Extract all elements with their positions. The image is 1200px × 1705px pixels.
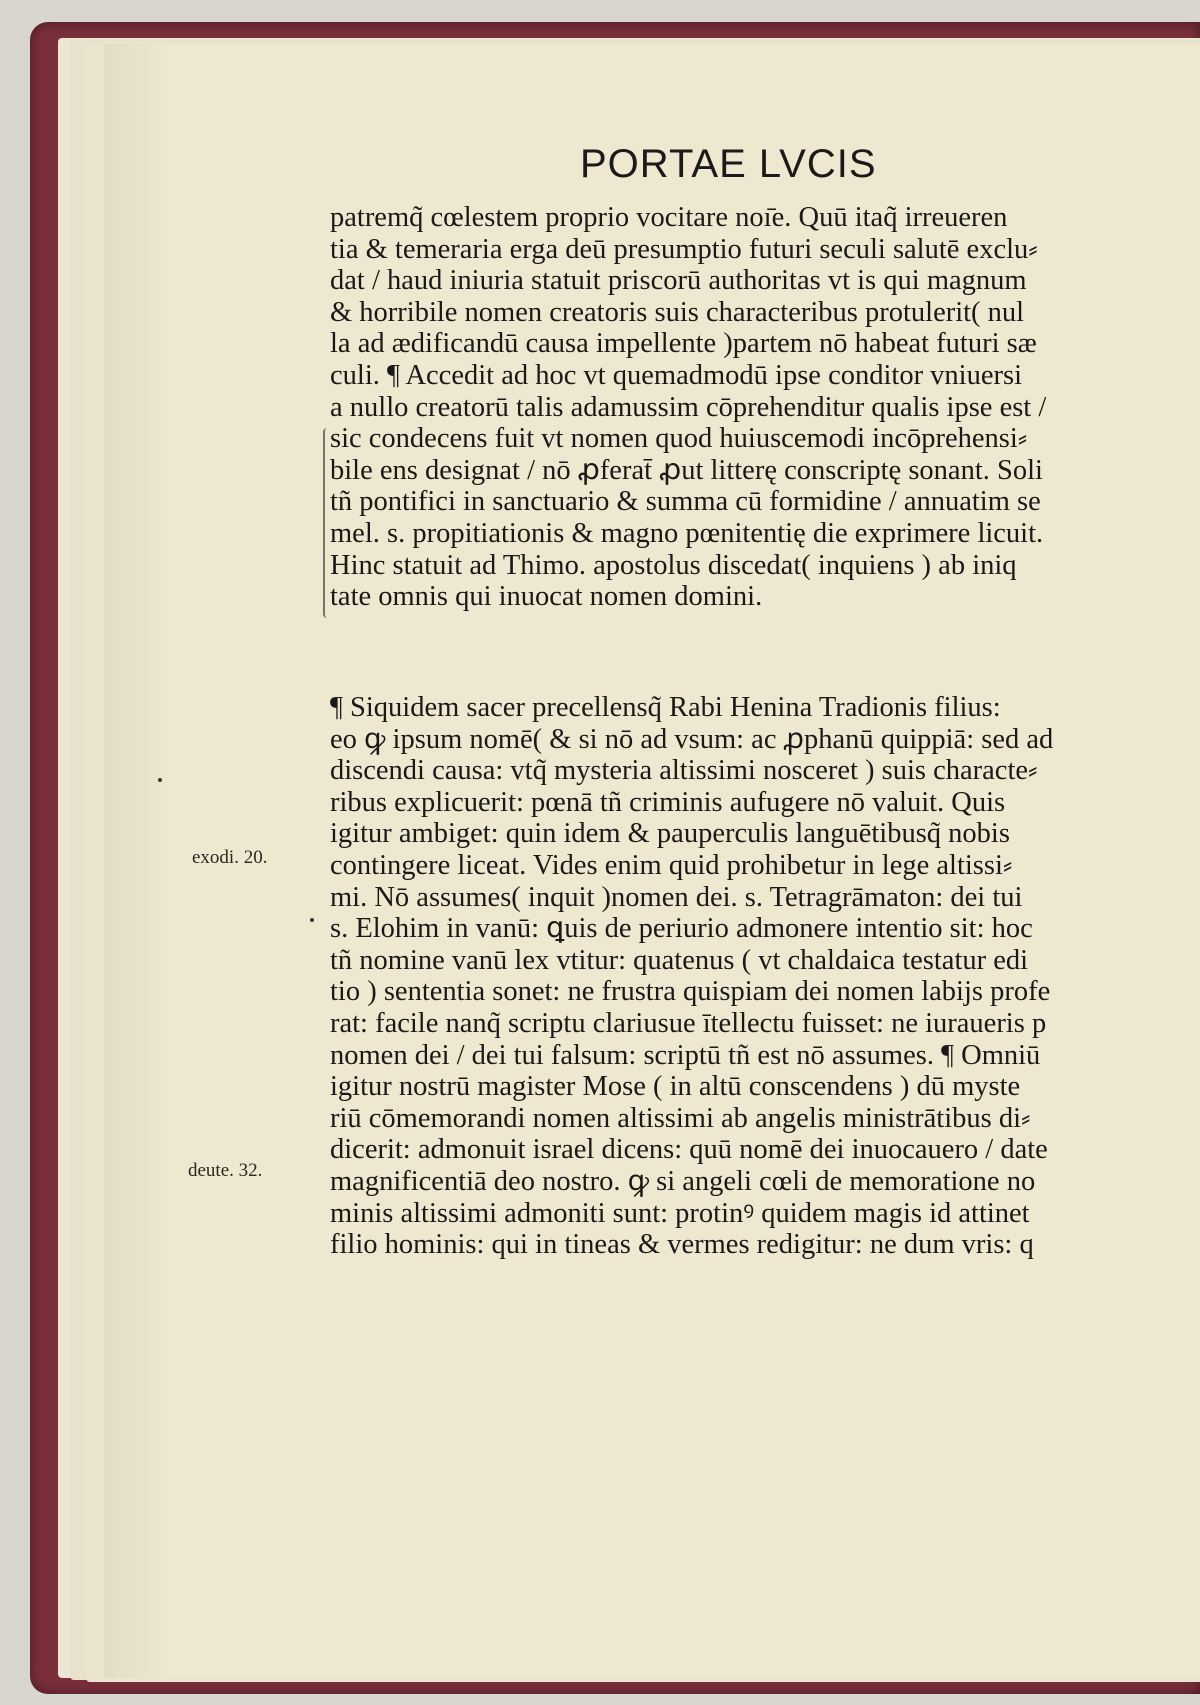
- text-line: Hinc statuit ad Thimo. apostolus discedat( inquiens ) ab iniq: [330, 549, 1017, 581]
- text-line: magnificentiā deo nostro. ꝙ si angeli cœli de memoratione no: [330, 1165, 1036, 1197]
- text-line: dicerit: admonuit israel dicens: quū nomē dei inuocauero / date: [330, 1134, 1048, 1166]
- text-line: igitur nostrū magister Mose ( in altū conscendens ) dū myste: [330, 1071, 1021, 1103]
- text-line: & horribile nomen creatoris suis characteribus protulerit( nul: [330, 296, 1025, 328]
- text-line: sic condecens fuit vt nomen quod huiuscemodi incōprehensi⸗: [330, 423, 1028, 455]
- text-line: tio ) sententia sonet: ne frustra quispiam dei nomen labijs profe: [330, 976, 1051, 1008]
- text-line: igitur ambiget: quin idem & pauperculis languētibusq̃ nobis: [330, 818, 1010, 850]
- text-line: rat: facile nanq̃ scriptu clariusue ītellectu fuisset: ne iuraueris p: [330, 1007, 1047, 1039]
- ink-speck: [310, 918, 314, 922]
- text-line: minis altissimi admoniti sunt: protinꝰ quidem magis id attinet: [330, 1197, 1030, 1229]
- paragraph-2: [330, 692, 1136, 1261]
- paragraph-1: [330, 202, 1136, 613]
- text-line: bile ens designat / nō ꝓferat̄ ꝓut litterę conscriptę sonant. Soli: [330, 454, 1043, 486]
- text-line: eo ꝙ ipsum nomē( & si nō ad vsum: ac ꝓphanū quippiā: sed ad: [330, 723, 1054, 755]
- text-line: tñ nomine vanū lex vtitur: quatenus ( vt chaldaica testatur edi: [330, 944, 1029, 976]
- text-line: mel. s. propitiationis & magno pœnitentię die exprimere licuit.: [330, 517, 1044, 549]
- margin-note-deute: deute. 32.: [188, 1160, 263, 1181]
- text-line: la ad ædificandū causa impellente )partem nō habeat futuri sæ: [330, 328, 1037, 360]
- text-line: tñ pontifici in sanctuario & summa cū formidine / annuatim se: [330, 486, 1041, 518]
- text-line: patremq̃ cœlestem proprio vocitare noı̄e. Quū itaq̃ irreueren: [330, 202, 1008, 233]
- text-line: tate omnis qui inuocat nomen domini.: [330, 581, 763, 613]
- page-header: PORTAE LVCIS: [580, 142, 877, 186]
- text-line: culi. ¶ Accedit ad hoc vt quemadmodū ipse conditor vniuersi: [330, 359, 1023, 391]
- text-line: ¶ Siquidem sacer precellensq̃ Rabi Henina Tradionis filius:: [330, 692, 1001, 723]
- text-line: nomen dei / dei tui falsum: scriptū tñ est nō assumes. ¶ Omniū: [330, 1039, 1041, 1071]
- text-line: ribus explicuerit: pœnā tñ criminis aufugere nō valuit. Quis: [330, 786, 1006, 818]
- text-line: dat / haud iniuria statuit priscorū authoritas vt is qui magnum: [330, 265, 1027, 297]
- text-line: discendi causa: vtq̃ mysteria altissimi nosceret ) suis characte⸗: [330, 755, 1038, 787]
- text-line: s. Elohim in vanū: ꝗuis de periurio admonere intentio sit: hoc: [330, 913, 1033, 945]
- text-line: a nullo creatorū talis adamussim cōprehenditur qualis ipse est /: [330, 391, 1047, 423]
- text-line: riū cōmemorandi nomen altissimi ab angelis ministrātibus di⸗: [330, 1102, 1031, 1134]
- text-line: tia & temeraria erga deū presumptio futuri seculi salutē exclu⸗: [330, 233, 1038, 265]
- text-line: filio hominis: qui in tineas & vermes redigitur: ne dum vris: q: [330, 1229, 1034, 1261]
- ink-speck: [158, 778, 162, 782]
- margin-note-exodi: exodi. 20.: [192, 847, 268, 868]
- text-line: mi. Nō assumes( inquit )nomen dei. s. Tetragrāmaton: dei tui: [330, 881, 1023, 913]
- text-line: contingere liceat. Vides enim quid prohibetur in lege altissi⸗: [330, 849, 1013, 881]
